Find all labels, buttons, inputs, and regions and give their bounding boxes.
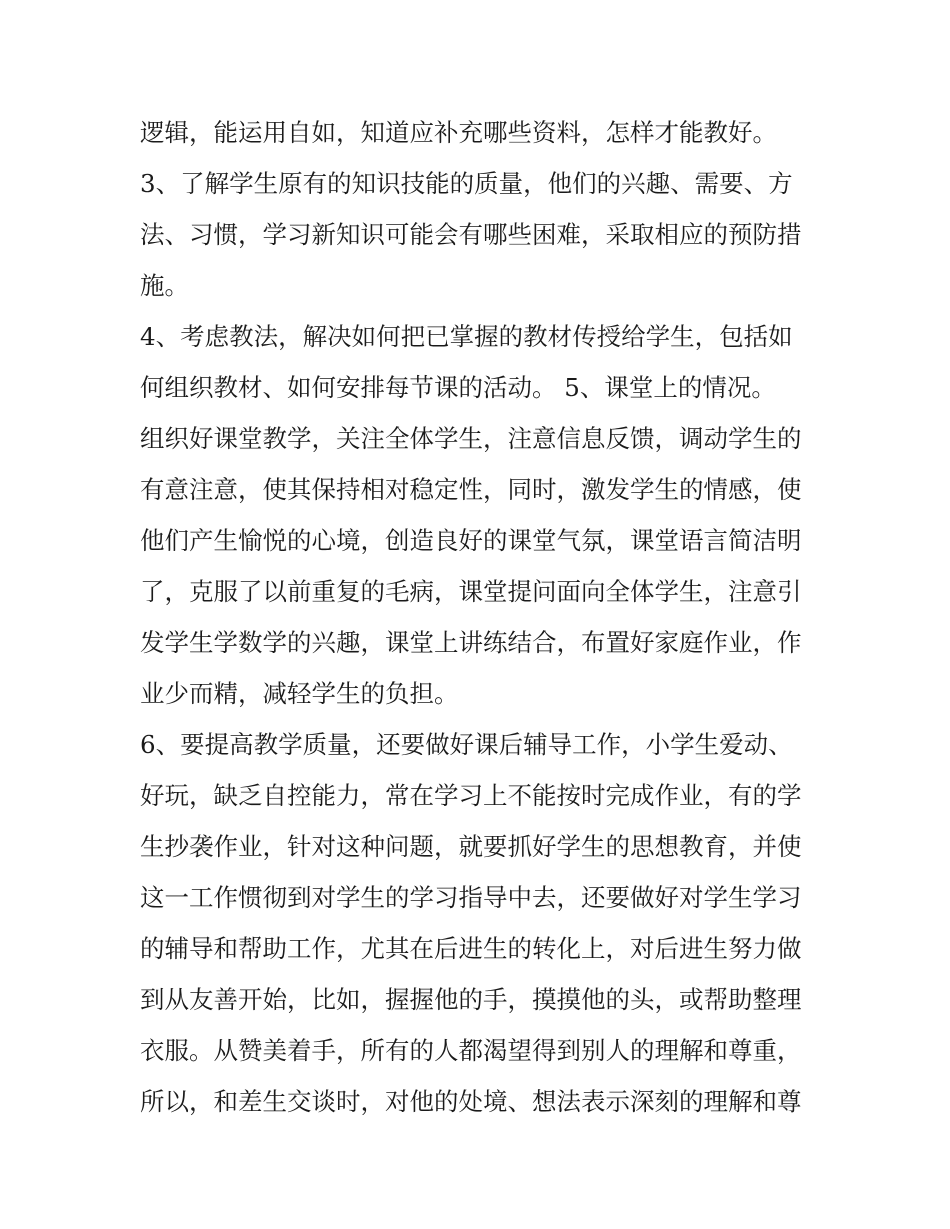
text-line: 组织好课堂教学，关注全体学生，注意信息反馈，调动学生的: [140, 424, 802, 453]
text-line: 4、考虑教法，解决如何把已掌握的教材传授给学生，包括如: [140, 322, 793, 351]
body-text: [140, 107, 830, 1127]
text-line: 3、了解学生原有的知识技能的质量，他们的兴趣、需要、方: [140, 169, 793, 198]
text-line: 生抄袭作业，针对这种问题，就要抓好学生的思想教育，并使: [140, 832, 802, 861]
text-line: 逻辑，能运用自如，知道应补充哪些资料，怎样才能教好。: [140, 118, 777, 147]
text-line: 业少而精，减轻学生的负担。: [140, 679, 459, 708]
text-line: 法、习惯，学习新知识可能会有哪些困难，采取相应的预防措: [140, 220, 802, 249]
text-line: 发学生学数学的兴趣，课堂上讲练结合，布置好家庭作业，作: [140, 628, 802, 657]
text-line: 何组织教材、如何安排每节课的活动。 5、课堂上的情况。: [140, 373, 776, 402]
text-line: 他们产生愉悦的心境，创造良好的课堂气氛，课堂语言简洁明: [140, 526, 802, 555]
text-line: 衣服。从赞美着手，所有的人都渴望得到别人的理解和尊重，: [140, 1036, 802, 1065]
text-line: 施。: [140, 271, 189, 300]
text-line: 这一工作惯彻到对学生的学习指导中去，还要做好对学生学习: [140, 883, 802, 912]
text-line: 好玩，缺乏自控能力，常在学习上不能按时完成作业，有的学: [140, 781, 802, 810]
text-line: 所以，和差生交谈时，对他的处境、想法表示深刻的理解和尊: [140, 1087, 802, 1116]
text-line: 到从友善开始，比如，握握他的手，摸摸他的头，或帮助整理: [140, 985, 802, 1014]
text-line: 的辅导和帮助工作，尤其在后进生的转化上，对后进生努力做: [140, 934, 802, 963]
text-line: 了，克服了以前重复的毛病，课堂提问面向全体学生，注意引: [140, 577, 802, 606]
text-line: 有意注意，使其保持相对稳定性，同时，激发学生的情感，使: [140, 475, 802, 504]
text-line: 6、要提高教学质量，还要做好课后辅导工作，小学生爱动、: [140, 730, 793, 759]
